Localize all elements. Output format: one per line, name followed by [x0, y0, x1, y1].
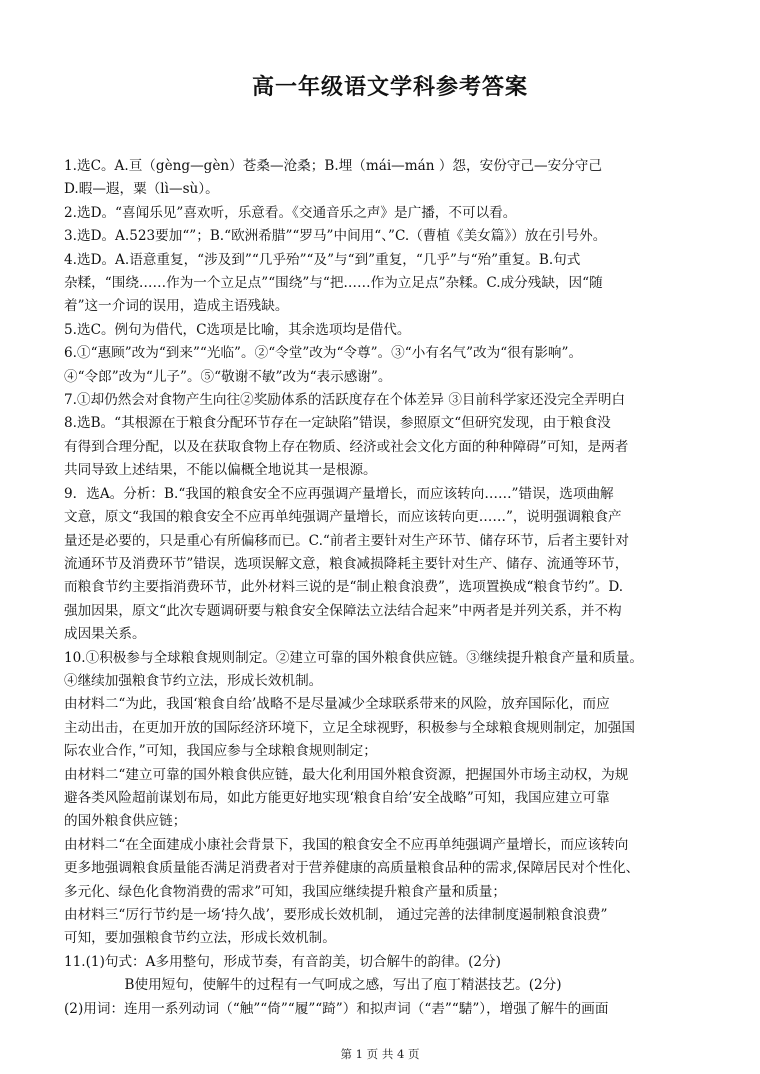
text-line: 6.①“惠顾”改为“到来”“光临”。②“令堂”改为“令尊”。③“小有名气”改为“很有影响”。 [64, 345, 583, 362]
text-line: 由材料二“为此，我国‘粮食自给’战略不是尽量减少全球联系带来的风险，放弃国际化，而应 [64, 696, 610, 713]
text-line: 更多地强调粮食质量能否满足消费者对于营养健康的高质量粮食品种的需求,保障居民对个性化、 [64, 860, 640, 877]
text-line: 多元化、绿色化食物消费的需求”可知，我国应继续提升粮食产量和质量； [64, 883, 506, 900]
text-line: 着”这一介词的误用，造成主语残缺。 [64, 298, 289, 315]
text-line: 10.①积极参与全球粮食规则制定。②建立可靠的国外粮食供应链。③继续提升粮食产量和质量。 [64, 649, 643, 666]
page-title: 高一年级语文学科参考答案 [251, 75, 528, 100]
text-line: 1.选C。A.亘（gèng—gèn）苍桑—沧桑；B.埋（mái—mán ）怨，安份守己—安分守己 [64, 158, 602, 174]
text-line: 避各类风险超前谋划布局，如此方能更好地实现‘粮食自给’安全战略”可知，我国应建立可靠 [64, 789, 610, 806]
answer-body [64, 155, 706, 1021]
text-line: 8.选B。“其根源在于粮食分配环节存在一定缺陷”错误，参照原文“但研究发现，由于粮食没 [64, 415, 611, 432]
text-line: 2.选D。“喜闻乐见”喜欢听，乐意看。《交通音乐之声》是广播，不可以看。 [64, 204, 517, 221]
text-line: 杂糅，“围绕……作为一个立足点”“围绕”与“把……作为立足点”杂糅。C.成分残缺，因“随 [64, 275, 603, 292]
text-line: ④“令郎”改为“儿子”。⑤“敬谢不敏”改为“表示感谢”。 [64, 368, 392, 385]
text-line: 7.①却仍然会对食物产生向往②奖励体系的活跃度存在个体差异 ③目前科学家还没完全弄明白 [64, 392, 626, 409]
text-line: 成因果关系。 [64, 626, 146, 643]
text-line: 而粮食节约主要指消费环节，此外材料三说的是“制止粮食浪费”，选项置换成“粮食节约”。D. [64, 579, 624, 596]
text-line: 主动出击，在更加开放的国际经济环境下，立足全球视野，积极参与全球粮食规则制定，加强国 [64, 719, 635, 736]
text-line: 11.(1)句式：A多用整句，形成节奏，有音韵美，切合解牛的韵律。(2分) [64, 953, 501, 970]
text-line: 强加因果，原文“此次专题调研要与粮食安全保障法立法结合起来”中两者是并列关系，并不构 [64, 602, 622, 619]
text-line: 9．选A。分析：B.“我国的粮食安全不应再强调产量增长，而应该转向……”错误，选项曲解 [64, 485, 614, 502]
text-line: 3.选D。A.523要加“”；B.“欧洲希腊”“罗马”中间用“、”C.（曹植《美女篇》）放在引号外。 [64, 228, 607, 245]
text-line: 5.选C。例句为借代，C选项是比喻，其余选项均是借代。 [64, 321, 411, 338]
text-line: 量还是必要的，只是重心有所偏移而已。C.“前者主要针对生产环节、储存环节，后者主要针对 [64, 532, 629, 549]
text-line: ④继续加强粮食节约立法，形成长效机制。 [64, 672, 323, 689]
text-line: 际农业合作，”可知，我国应参与全球粮食规则制定； [64, 743, 377, 760]
text-line: 由材料二“在全面建成小康社会背景下，我国的粮食安全不应再单纯强调产量增长，而应该转向 [64, 836, 629, 853]
text-line: 4.选D。A.语意重复，“涉及到”“几乎殆”“及”与“到”重复，“几乎”与“殆”重复。B.句式 [64, 251, 581, 268]
page-footer: 第 1 页 共 4 页 [340, 1047, 420, 1061]
text-line: 共同导致上述结果，不能以偏概全地说其一是根源。 [64, 462, 377, 479]
text-line: 文意，原文“我国的粮食安全不应再单纯强调产量增长，而应该转向更……”，说明强调粮食产 [64, 509, 622, 526]
text-line: 的国外粮食供应链； [64, 813, 187, 830]
text-line: 由材料二“建立可靠的国外粮食供应链，最大化利用国外粮食资源，把握国外市场主动权，为规 [64, 766, 629, 783]
text-line: 可知，要加强粮食节约立法，形成长效机制。 [64, 930, 336, 947]
text-line: 有得到合理分配，以及在获取食物上存在物质、经济或社会文化方面的种种障碍”可知，是两者 [64, 438, 629, 455]
text-line: D.暇—遐，粟（lì—sù）。 [64, 181, 219, 198]
text-line: B使用短句，使解牛的过程有一气呵成之感，写出了庖丁精湛技艺。(2分) [64, 977, 562, 994]
text-line: 流通环节及消费环节”错误，选项误解文意，粮食减损降耗主要针对生产、储存、流通等环节， [64, 555, 629, 572]
text-line: (2)用词：连用一系列动词（“触”“倚”“履”“踦”）和拟声词（“砉”“騞”），增强了解牛的画面 [64, 1000, 609, 1017]
text-line: 由材料三“厉行节约是一场‘持久战’，要形成长效机制， 通过完善的法律制度遏制粮食浪费” [64, 907, 608, 923]
